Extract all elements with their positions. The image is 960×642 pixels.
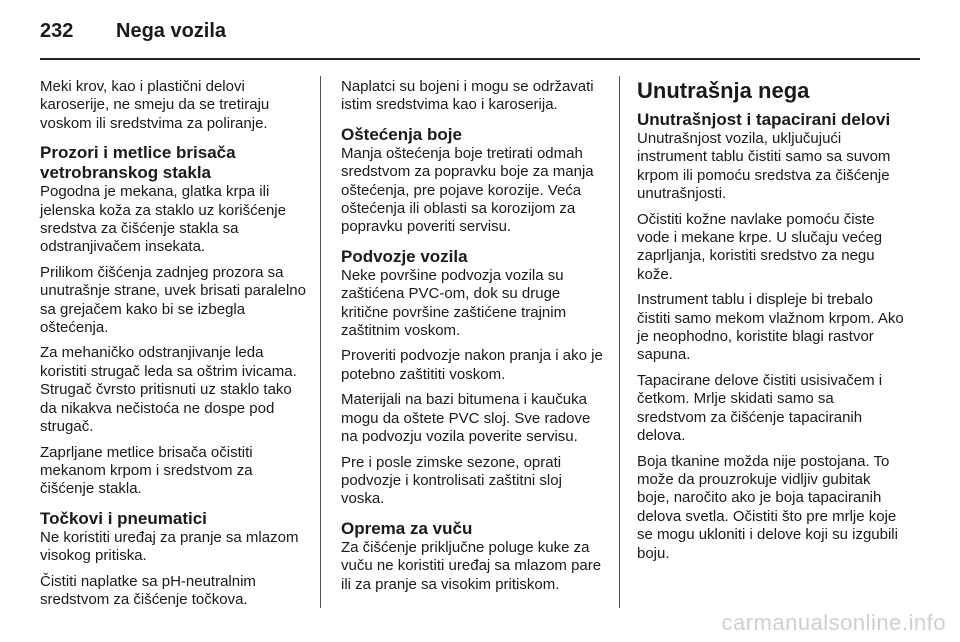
paragraph: Boja tkanine možda nije postojana. To može da prouzrokuje vidljiv gubitak boje, naročito ako je boja tapaciranih delova svetla. Očistiti što pre mrlje koje se mogu ukloniti i delove koji su izgubili boju. — [637, 452, 898, 562]
paragraph: Ne koristiti uređaj za pranje sa mlazom visokog pritiska. — [40, 528, 299, 565]
paragraph: Naplatci su bojeni i mogu se održavati istim sredstvima kao i karoserija. — [341, 78, 594, 114]
main-heading: Unutrašnja nega — [637, 78, 810, 103]
paragraph: Unutrašnjost vozila, uključujući instrument tablu čistiti samo sa suvom krpom ili pomoću sredstva za čišćenje unutrašnjosti. — [637, 130, 891, 203]
column-1 — [40, 78, 310, 616]
paragraph: Materijali na bazi bitumena i kaučuka mogu da oštete PVC sloj. Sve radove na podvozju vozila poverite servisu. — [341, 391, 591, 446]
paragraph: Pre i posle zimske sezone, oprati podvozje i kontrolisati zaštitni sloj voska. — [341, 453, 562, 508]
section-heading: Oprema za vuču — [341, 518, 473, 538]
header-rule — [40, 58, 920, 60]
section-heading: Prozori i metlice brisača vetrobranskog stakla — [40, 143, 236, 183]
section-heading: Unutrašnjost i tapacirani delovi — [637, 110, 891, 129]
paragraph: Meki krov, kao i plastični delovi karoserije, ne smeju da se tretiraju voskom ili sredstvima za poliranje. — [40, 78, 270, 132]
paragraph: Tapacirane delove čistiti usisivačem i četkom. Mrlje skidati samo sa sredstvom za čišćenje tapaciranih delova. — [637, 371, 883, 445]
section-heading: Oštećenja boje — [341, 124, 462, 144]
page-title: Nega vozila — [116, 20, 227, 42]
column-2 — [341, 78, 606, 601]
paragraph: Neke površine podvozja vozila su zaštićena PVC-om, dok su druge kritične površine zaštićene trajnim zaštitnim voskom. — [341, 266, 567, 340]
paragraph: Za mehaničko odstranjivanje leda koristiti strugač leda sa oštrim ivicama. Strugač čvrsto pritisnuti uz staklo tako da nikakva nečistoća ne dospe pod strugač. — [40, 344, 297, 436]
paragraph: Prilikom čišćenja zadnjeg prozora sa unutrašnje strane, uvek brisati paralelno sa grejačem kako bi se izbegla oštećenja. — [40, 263, 306, 337]
paragraph: Zaprljane metlice brisača očistiti mekanom krpom i sredstvom za čišćenje stakla. — [40, 443, 253, 498]
page-number: 232 — [40, 20, 74, 42]
paragraph: Proveriti podvozje nakon pranja i ako je potebno zaštititi voskom. — [341, 347, 603, 383]
column-divider — [320, 76, 321, 608]
section-heading: Točkovi i pneumatici — [40, 508, 207, 528]
paragraph: Čistiti naplatke sa pH-neutralnim sredstvom za čišćenje točkova. — [40, 572, 256, 608]
section-heading: Podvozje vozila — [341, 246, 468, 266]
paragraph: Očistiti kožne navlake pomoću čiste vode i mekane krpe. U slučaju većeg zaprljanja, koristiti sredstvo za negu kože. — [637, 210, 883, 283]
page-header — [40, 14, 920, 54]
column-divider — [619, 76, 620, 608]
paragraph: Manja oštećenja boje tretirati odmah sredstvom za popravku boje za manja oštećenja, pre pojave korozije. Veća oštećenja ili oblasti sa korozijom za popravku poveriti servisu. — [341, 144, 594, 236]
column-3 — [637, 78, 905, 570]
watermark: carmanualsonline.info — [721, 610, 946, 635]
paragraph: Za čišćenje priključne poluge kuke za vuču ne koristiti uređaj sa mlazom pare ili za pranje sa visokim pritiskom. — [341, 538, 602, 593]
paragraph: Pogodna je mekana, glatka krpa ili jelenska koža za staklo uz korišćenje sredstva za čišćenje stakla sa odstranjivačem insekata. — [40, 183, 286, 256]
paragraph: Instrument tablu i displeje bi trebalo čistiti samo mekom vlažnom krpom. Ako je neophodno, koristite blagi rastvor sapuna. — [637, 291, 904, 364]
